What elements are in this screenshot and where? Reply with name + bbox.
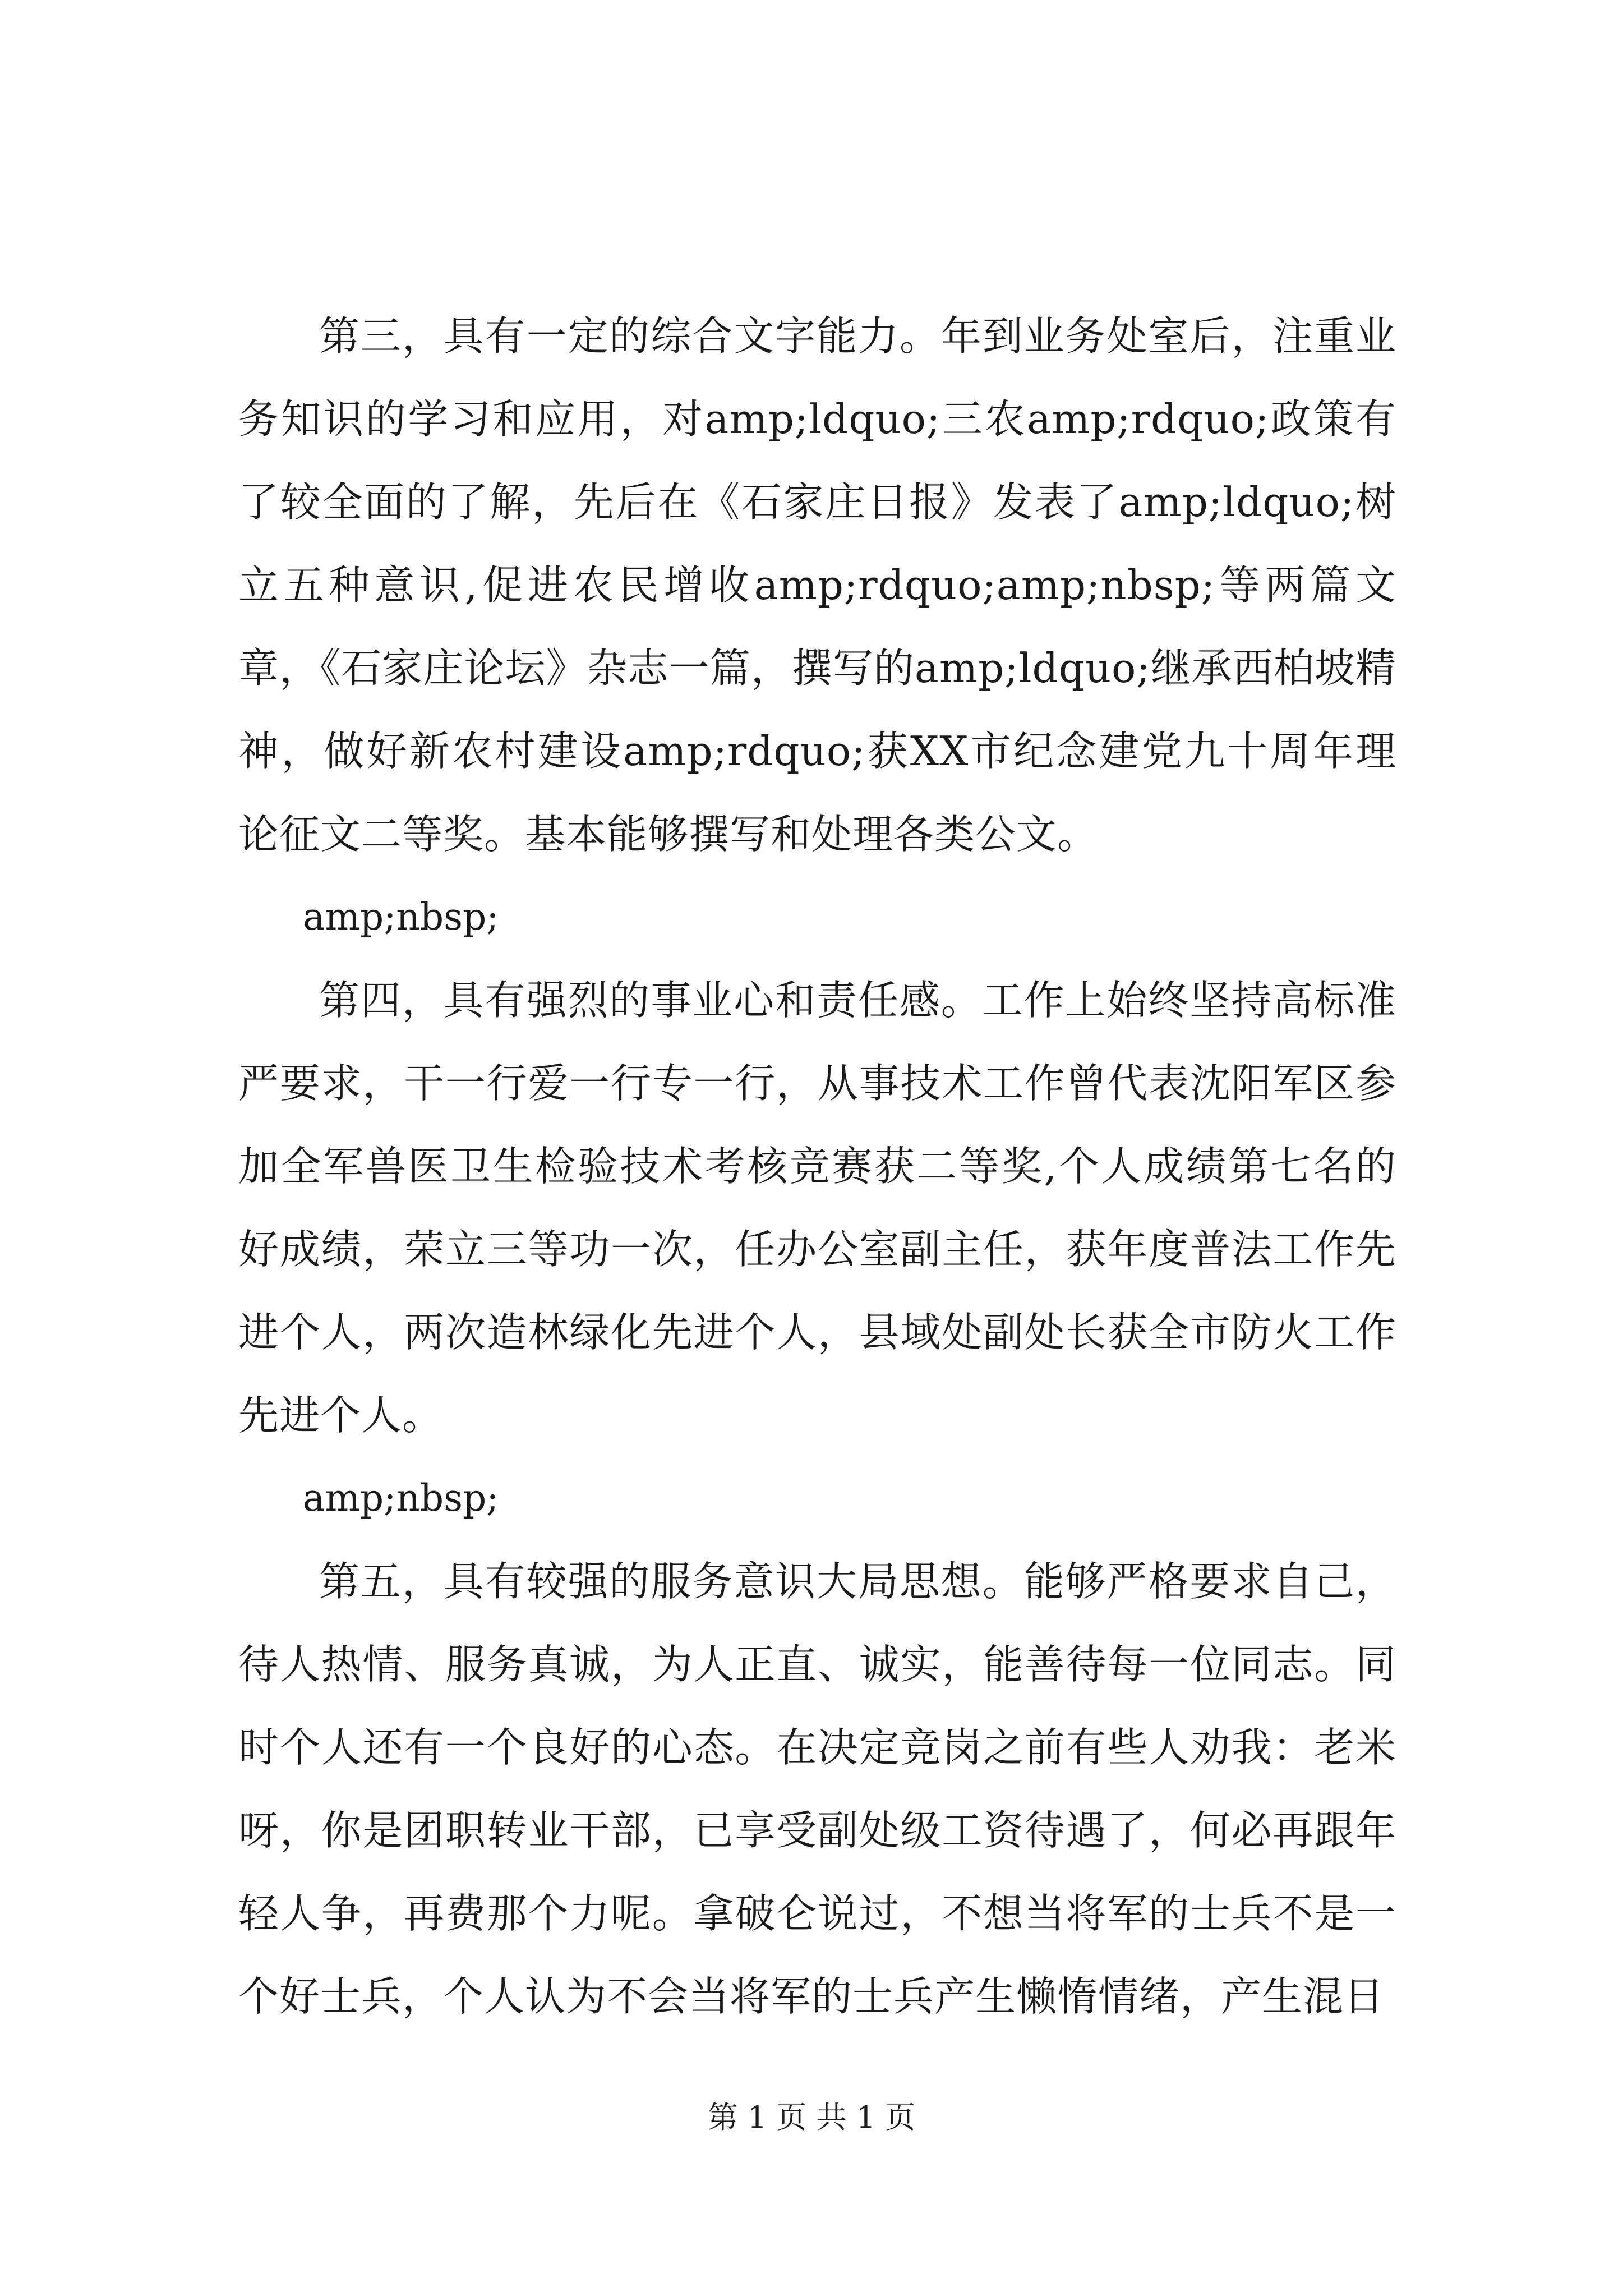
paragraph-nbsp-2: amp;nbsp; — [303, 1476, 499, 1520]
paragraph-nbsp-1: amp;nbsp; — [303, 895, 499, 938]
paragraph-third: 第三，具有一定的综合文字能力。年到业务处室后，注重业务知识的学习和应用，对amp;ldquo;三农amp;rdquo;政策有了较全面的了解，先后在《石家庄日报》发表了amp;ldquo;树立五种意识,促进农民增收amp;rdquo;amp;nbsp;等两篇文章，《石家庄论坛》杂志一篇，撰写的amp;ldquo;继承西柏坡精神，做好新农村建设amp;rdquo;获XX市纪念建党九十周年理论征文二等奖。基本能够撰写和处理各类公文。 — [238, 312, 1396, 858]
page-footer: 第 1 页 共 1 页 — [707, 2100, 916, 2135]
paragraph-fourth: 第四，具有强烈的事业心和责任感。工作上始终坚持高标准严要求，干一行爱一行专一行，从事技术工作曾代表沈阳军区参加全军兽医卫生检验技术考核竞赛获二等奖,个人成绩第七名的好成绩，荣立三等功一次，任办公室副主任，获年度普法工作先进个人，两次造林绿化先进个人，县域处副处长获全市防火工作先进个人。 — [238, 977, 1396, 1439]
paragraph-fifth: 第五，具有较强的服务意识大局思想。能够严格要求自己，待人热情、服务真诚，为人正直、诚实，能善待每一位同志。同时个人还有一个良好的心态。在决定竞岗之前有些人劝我：老米呀，你是团职转业干部，已享受副处级工资待遇了，何必再跟年轻人争，再费那个力呢。拿破仑说过，不想当将军的士兵不是一个好士兵，个人认为不会当将军的士兵产生懒惰情绪，产生混日 — [238, 1558, 1396, 2020]
document-body — [238, 295, 1396, 2038]
